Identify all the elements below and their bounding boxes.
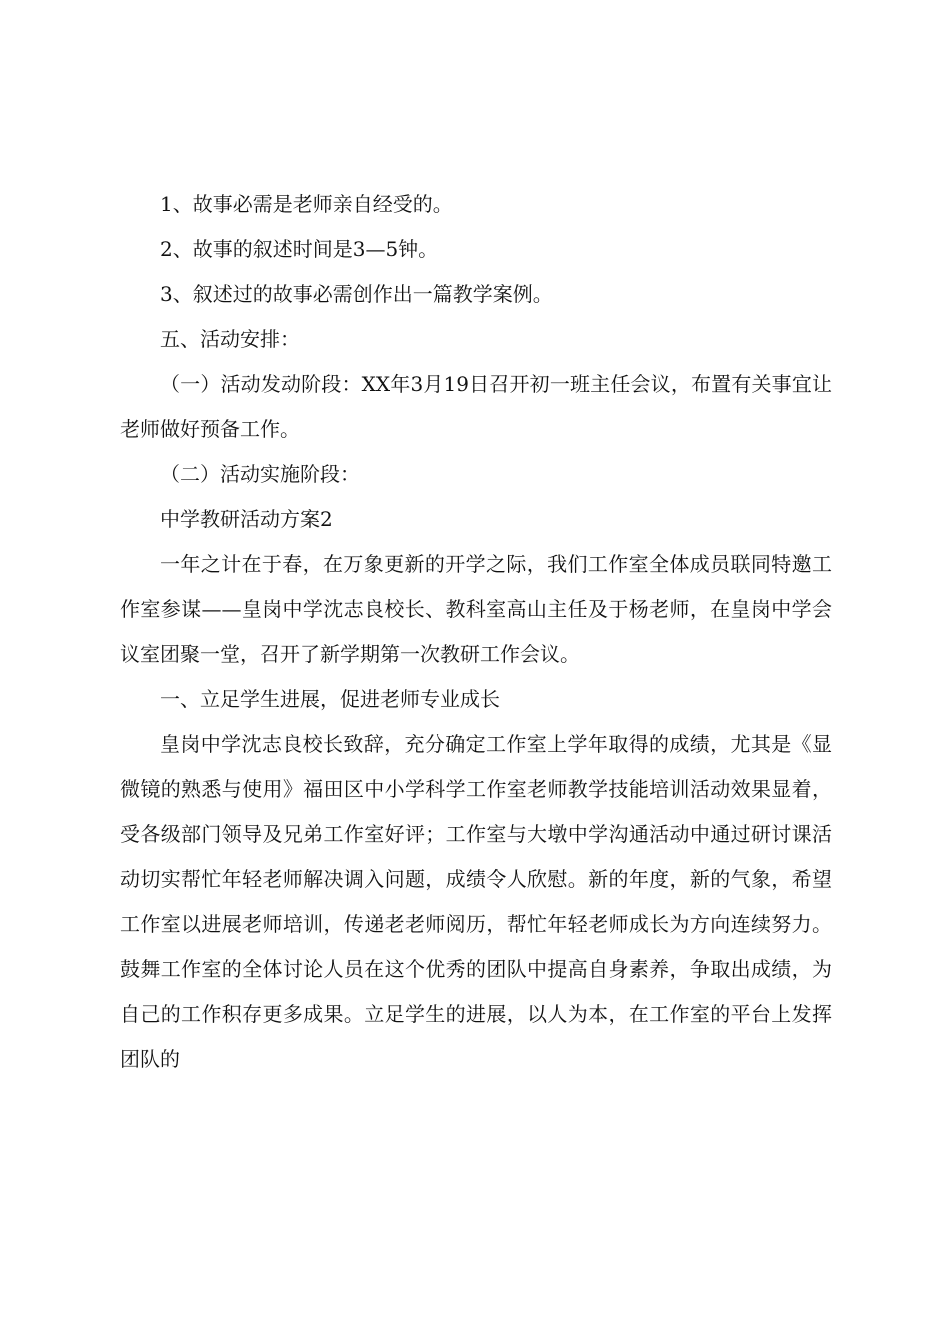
document-body <box>120 182 832 1082</box>
paragraph-implementation-stage: （二）活动实施阶段： <box>160 462 360 486</box>
section-heading-activity-arrangement: 五、活动安排： <box>160 327 300 351</box>
paragraph-requirement-1: 1、故事必需是老师亲自经受的。 <box>160 192 453 216</box>
section-heading-one: 一、立足学生进展，促进老师专业成长 <box>160 687 500 711</box>
document-subtitle: 中学教研活动方案2 <box>160 507 333 531</box>
paragraph-intro: 一年之计在于春，在万象更新的开学之际，我们工作室全体成员联同特邀工作室参谋——皇岗中学沈志良校长、教科室高山主任及于杨老师，在皇岗中学会议室团聚一堂，召开了新学期第一次教研工作会议。 <box>120 552 832 666</box>
paragraph-requirement-3: 3、叙述过的故事必需创作出一篇教学案例。 <box>160 282 553 306</box>
paragraph-speech: 皇岗中学沈志良校长致辞，充分确定工作室上学年取得的成绩，尤其是《显微镜的熟悉与使用》福田区中小学科学工作室老师教学技能培训活动效果显着，受各级部门领导及兄弟工作室好评；工作室与大墩中学沟通活动中通过研讨课活动切实帮忙年轻老师解决调入问题，成绩令人欣慰。新的年度，新的气象，希望工作室以进展老师培训，传递老老师阅历，帮忙年轻老师成长为方向连续努力。鼓舞工作室的全体讨论人员在这个优秀的团队中提高自身素养，争取出成绩，为自己的工作积存更多成果。立足学生的进展，以人为本，在工作室的平台上发挥团队的 <box>120 732 832 1071</box>
paragraph-requirement-2: 2、故事的叙述时间是3—5钟。 <box>160 237 439 261</box>
paragraph-launch-stage: （一）活动发动阶段：XX年3月19日召开初一班主任会议，布置有关事宜让老师做好预备工作。 <box>120 372 832 441</box>
